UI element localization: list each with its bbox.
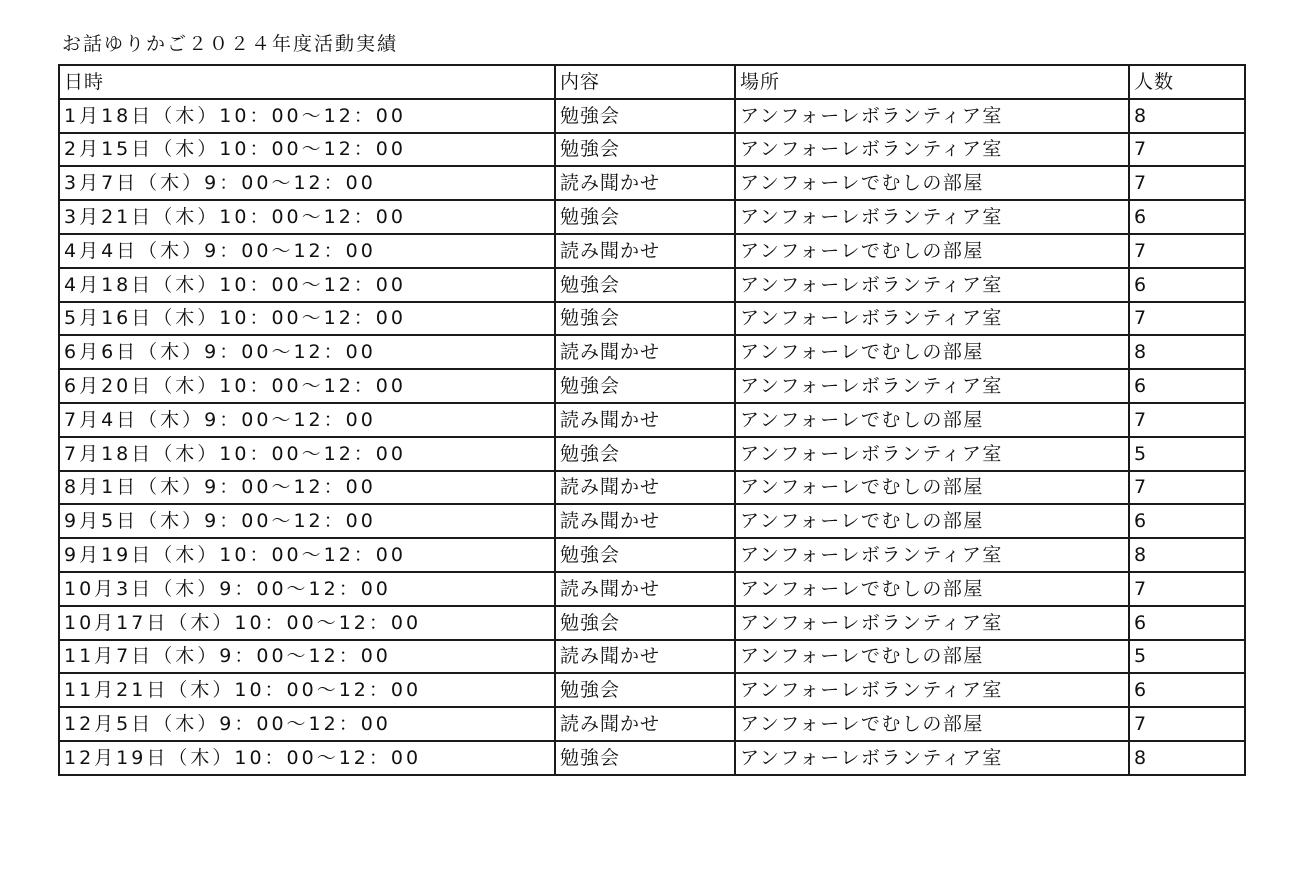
cell-content: 読み聞かせ — [555, 166, 735, 200]
cell-count: 6 — [1129, 673, 1245, 707]
cell-date: 2月15日（木）10：00～12：00 — [59, 133, 555, 167]
cell-place: アンフォーレでむしの部屋 — [735, 640, 1129, 674]
cell-content: 読み聞かせ — [555, 707, 735, 741]
table-row — [59, 302, 1245, 336]
cell-content: 読み聞かせ — [555, 640, 735, 674]
cell-place: アンフォーレボランティア室 — [735, 369, 1129, 403]
cell-count: 8 — [1129, 538, 1245, 572]
table-row — [59, 166, 1245, 200]
cell-date: 12月19日（木）10：00～12：00 — [59, 741, 555, 775]
header-content: 内容 — [555, 65, 735, 99]
header-place: 場所 — [735, 65, 1129, 99]
cell-content: 勉強会 — [555, 673, 735, 707]
cell-count: 7 — [1129, 471, 1245, 505]
table-row — [59, 741, 1245, 775]
cell-content: 勉強会 — [555, 741, 735, 775]
cell-date: 1月18日（木）10：00～12：00 — [59, 99, 555, 133]
cell-count: 7 — [1129, 166, 1245, 200]
cell-count: 6 — [1129, 268, 1245, 302]
cell-place: アンフォーレボランティア室 — [735, 741, 1129, 775]
table-row — [59, 437, 1245, 471]
table-row — [59, 234, 1245, 268]
cell-place: アンフォーレでむしの部屋 — [735, 471, 1129, 505]
header-date: 日時 — [59, 65, 555, 99]
cell-content: 読み聞かせ — [555, 572, 735, 606]
cell-date: 12月5日（木）9：00～12：00 — [59, 707, 555, 741]
cell-place: アンフォーレボランティア室 — [735, 99, 1129, 133]
cell-place: アンフォーレでむしの部屋 — [735, 707, 1129, 741]
table-row — [59, 504, 1245, 538]
cell-date: 10月17日（木）10：00～12：00 — [59, 606, 555, 640]
cell-place: アンフォーレボランティア室 — [735, 437, 1129, 471]
cell-count: 7 — [1129, 572, 1245, 606]
cell-count: 6 — [1129, 504, 1245, 538]
cell-date: 6月20日（木）10：00～12：00 — [59, 369, 555, 403]
cell-content: 勉強会 — [555, 538, 735, 572]
cell-count: 5 — [1129, 437, 1245, 471]
cell-date: 10月3日（木）9：00～12：00 — [59, 572, 555, 606]
table-row — [59, 369, 1245, 403]
cell-place: アンフォーレボランティア室 — [735, 606, 1129, 640]
table-row — [59, 538, 1245, 572]
header-row — [59, 65, 1245, 99]
cell-count: 7 — [1129, 403, 1245, 437]
cell-date: 4月4日（木）9：00～12：00 — [59, 234, 555, 268]
cell-content: 勉強会 — [555, 99, 735, 133]
cell-date: 5月16日（木）10：00～12：00 — [59, 302, 555, 336]
table-row — [59, 707, 1245, 741]
cell-date: 11月7日（木）9：00～12：00 — [59, 640, 555, 674]
table-row — [59, 572, 1245, 606]
table-row — [59, 200, 1245, 234]
header-count: 人数 — [1129, 65, 1245, 99]
cell-date: 3月21日（木）10：00～12：00 — [59, 200, 555, 234]
cell-count: 7 — [1129, 133, 1245, 167]
cell-place: アンフォーレボランティア室 — [735, 133, 1129, 167]
cell-content: 勉強会 — [555, 268, 735, 302]
cell-place: アンフォーレでむしの部屋 — [735, 572, 1129, 606]
table-row — [59, 268, 1245, 302]
cell-count: 6 — [1129, 369, 1245, 403]
cell-content: 読み聞かせ — [555, 335, 735, 369]
cell-date: 6月6日（木）9：00～12：00 — [59, 335, 555, 369]
table-row — [59, 403, 1245, 437]
cell-content: 勉強会 — [555, 133, 735, 167]
cell-count: 5 — [1129, 640, 1245, 674]
table-row — [59, 640, 1245, 674]
cell-date: 8月1日（木）9：00～12：00 — [59, 471, 555, 505]
cell-place: アンフォーレでむしの部屋 — [735, 335, 1129, 369]
cell-count: 7 — [1129, 707, 1245, 741]
cell-place: アンフォーレボランティア室 — [735, 302, 1129, 336]
cell-content: 勉強会 — [555, 302, 735, 336]
table-row — [59, 606, 1245, 640]
cell-place: アンフォーレボランティア室 — [735, 200, 1129, 234]
cell-date: 11月21日（木）10：00～12：00 — [59, 673, 555, 707]
cell-date: 3月7日（木）9：00～12：00 — [59, 166, 555, 200]
cell-count: 8 — [1129, 99, 1245, 133]
cell-content: 読み聞かせ — [555, 234, 735, 268]
cell-date: 4月18日（木）10：00～12：00 — [59, 268, 555, 302]
cell-count: 6 — [1129, 200, 1245, 234]
cell-place: アンフォーレでむしの部屋 — [735, 234, 1129, 268]
cell-place: アンフォーレボランティア室 — [735, 673, 1129, 707]
cell-count: 7 — [1129, 234, 1245, 268]
table-row — [59, 471, 1245, 505]
table-row — [59, 133, 1245, 167]
cell-place: アンフォーレボランティア室 — [735, 268, 1129, 302]
table-row — [59, 335, 1245, 369]
cell-count: 8 — [1129, 741, 1245, 775]
cell-count: 6 — [1129, 606, 1245, 640]
cell-place: アンフォーレでむしの部屋 — [735, 166, 1129, 200]
cell-date: 7月18日（木）10：00～12：00 — [59, 437, 555, 471]
activity-table — [58, 64, 1246, 776]
table-row — [59, 673, 1245, 707]
page-title: お話ゆりかご２０２４年度活動実績 — [62, 33, 399, 55]
table-row — [59, 99, 1245, 133]
cell-count: 7 — [1129, 302, 1245, 336]
cell-content: 読み聞かせ — [555, 504, 735, 538]
cell-content: 勉強会 — [555, 606, 735, 640]
cell-date: 9月5日（木）9：00～12：00 — [59, 504, 555, 538]
cell-content: 勉強会 — [555, 200, 735, 234]
cell-place: アンフォーレでむしの部屋 — [735, 403, 1129, 437]
cell-content: 勉強会 — [555, 369, 735, 403]
cell-content: 読み聞かせ — [555, 471, 735, 505]
cell-date: 7月4日（木）9：00～12：00 — [59, 403, 555, 437]
cell-place: アンフォーレでむしの部屋 — [735, 504, 1129, 538]
cell-content: 読み聞かせ — [555, 403, 735, 437]
cell-count: 8 — [1129, 335, 1245, 369]
cell-content: 勉強会 — [555, 437, 735, 471]
cell-date: 9月19日（木）10：00～12：00 — [59, 538, 555, 572]
cell-place: アンフォーレボランティア室 — [735, 538, 1129, 572]
